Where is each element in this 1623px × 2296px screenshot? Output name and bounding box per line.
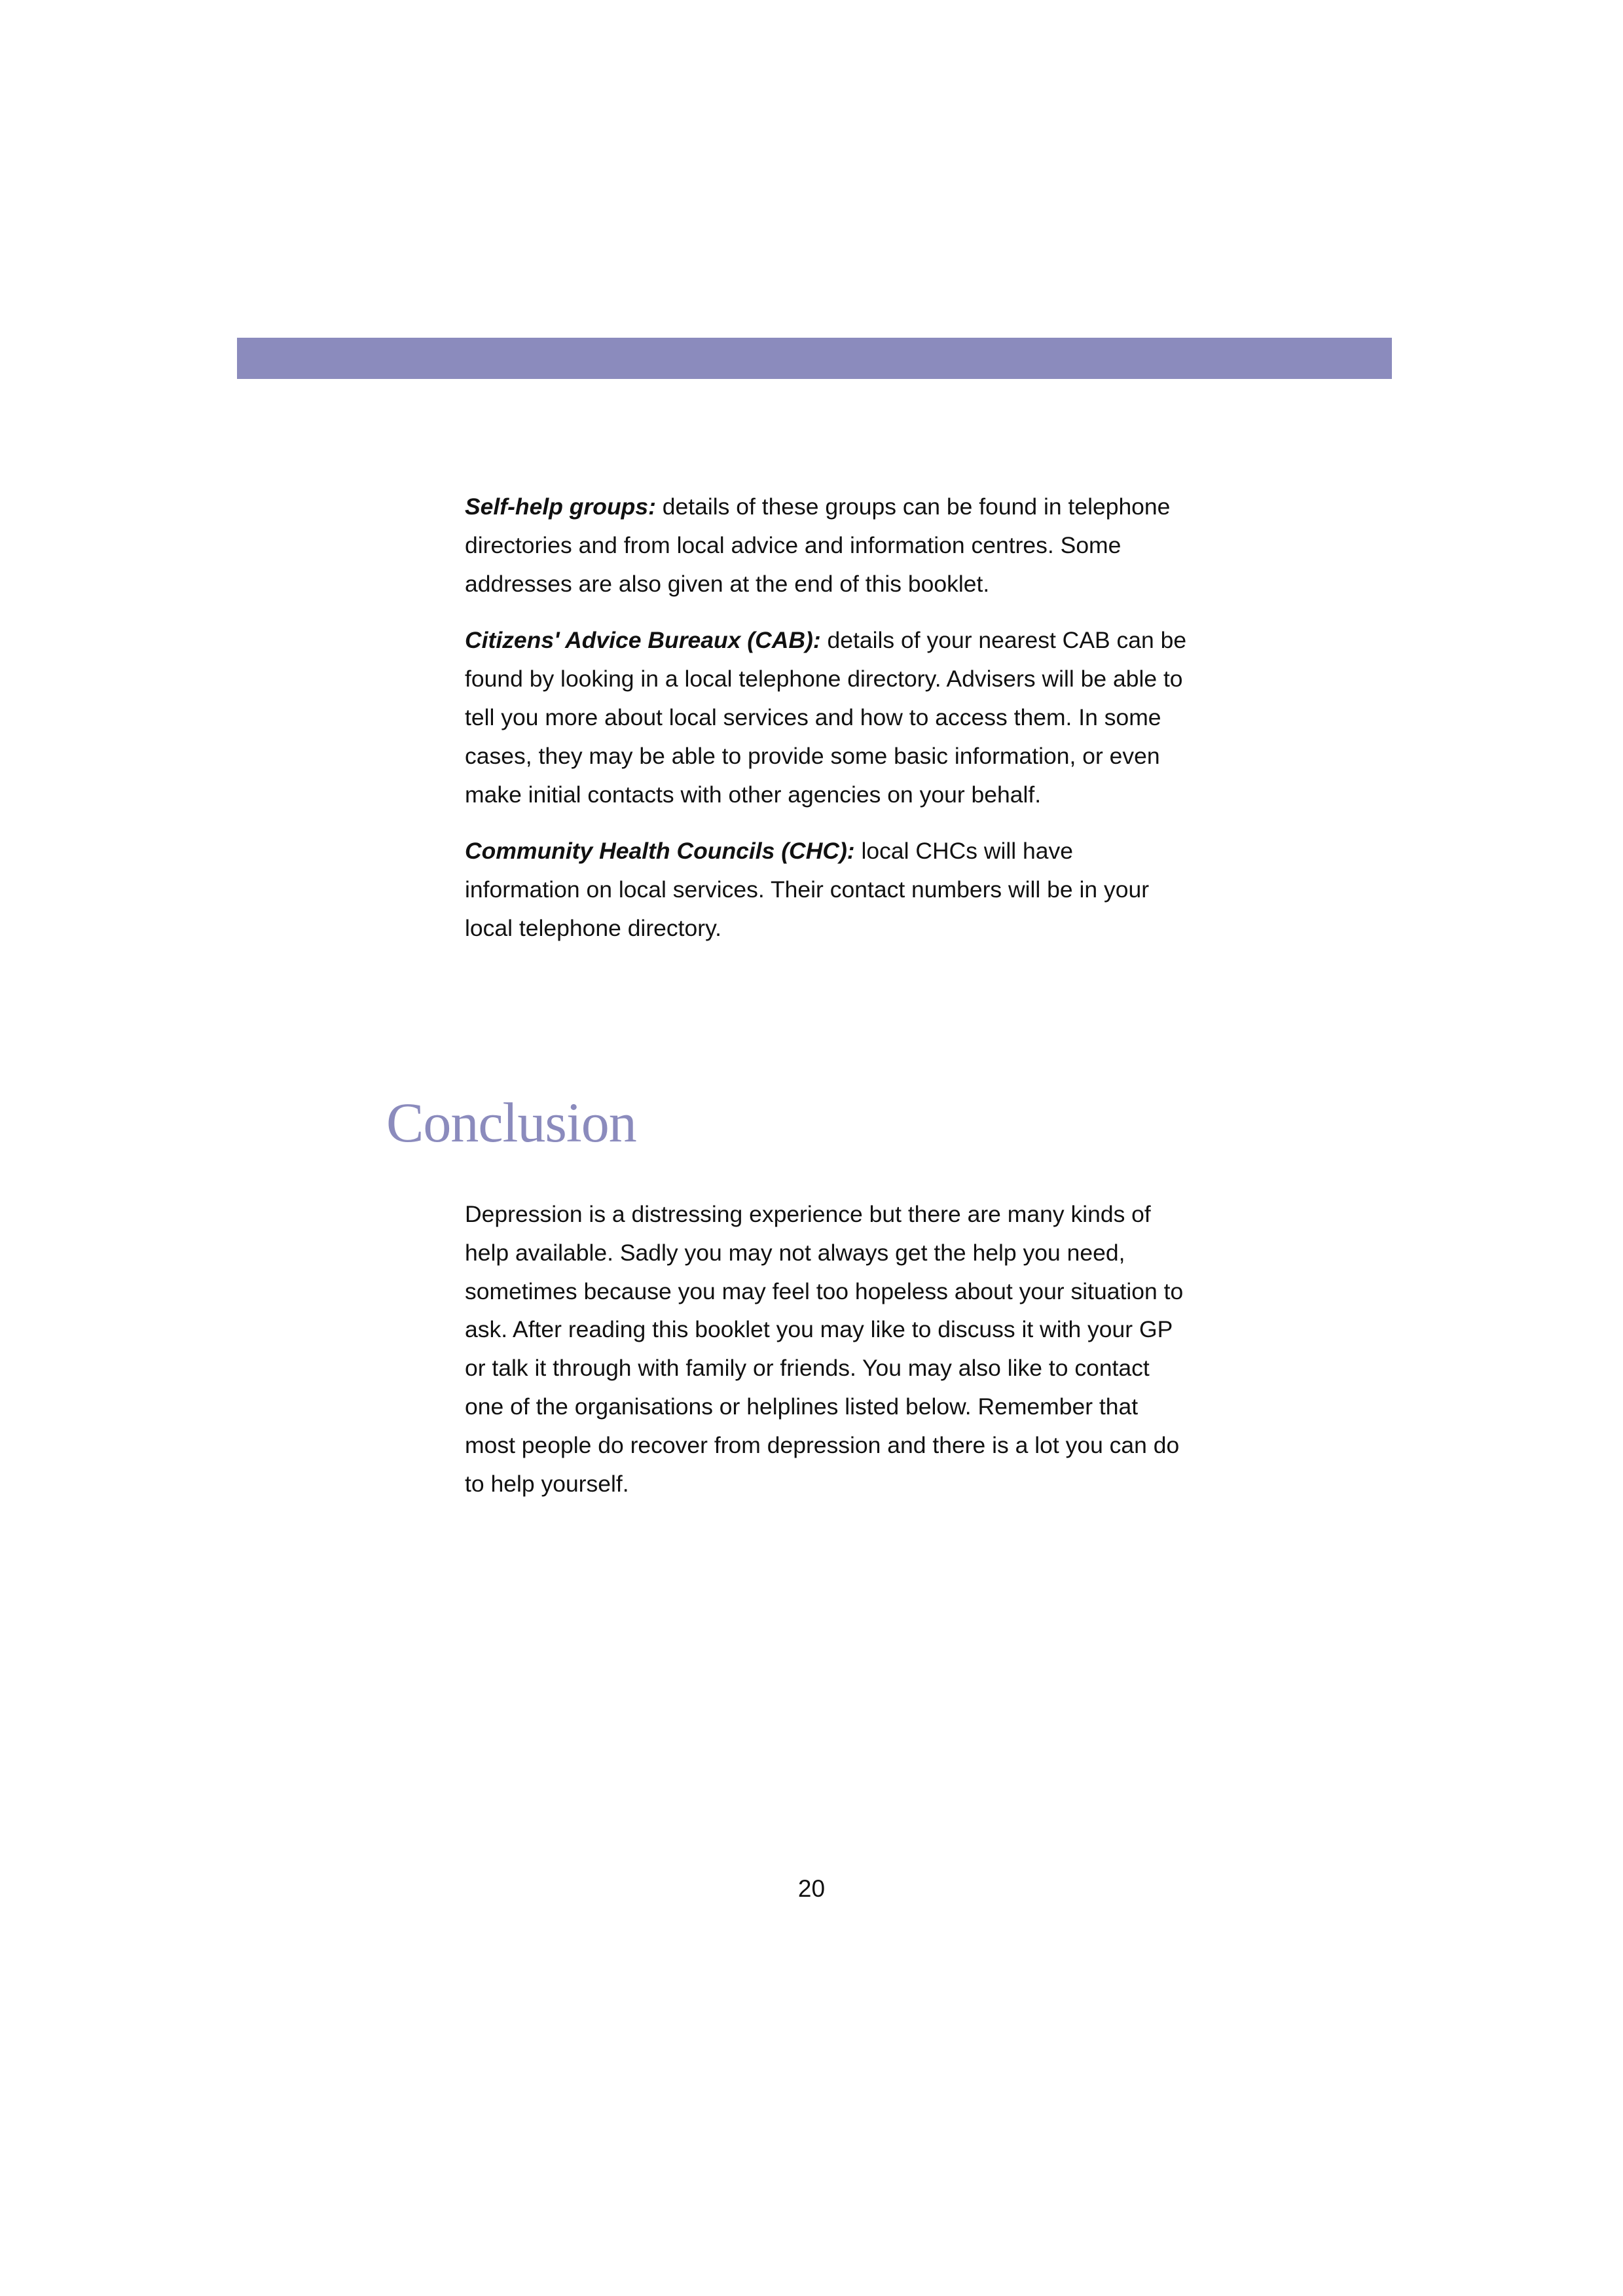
entry-self-help-groups [465,488,1192,603]
entry-term: Community Health Councils (CHC): [465,838,855,865]
conclusion-body: Depression is a distressing experience but there are many kinds of help available. Sadly you may not always get the help you need, sometimes because you may feel too hopeless about your situation to ask. After reading this booklet you may like to discuss it with your GP or talk it through with family or friends. You may also like to contact one of the organisations or helplines listed below. Remember that most people do recover from depression and there is a lot you can do to help yourself. [465,1201,1184,1497]
conclusion-heading: Conclusion [386,1091,636,1154]
entry-term: Self-help groups: [465,493,656,520]
page-number: 20 [797,1875,826,1902]
entry-text: local CHCs will have information on local services. Their contact numbers will be in your local telephone directory. [465,838,1150,941]
entry-text: details of your nearest CAB can be found by looking in a local telephone directory. Advisers will be able to tell you more about local services and how to access them. In some cases, they may be able to provide some basic information, or even make initial contacts with other agencies on your behalf. [465,627,1187,808]
entry-term: Citizens' Advice Bureaux (CAB): [465,627,821,654]
service-list [465,488,1192,966]
entry-community-health-councils [465,832,1192,947]
entry-citizens-advice-bureaux [465,621,1192,814]
header-band [237,338,1392,379]
entry-text: details of these groups can be found in telephone directories and from local advice and information centres. Some addresses are also given at the end of this booklet. [465,493,1171,597]
